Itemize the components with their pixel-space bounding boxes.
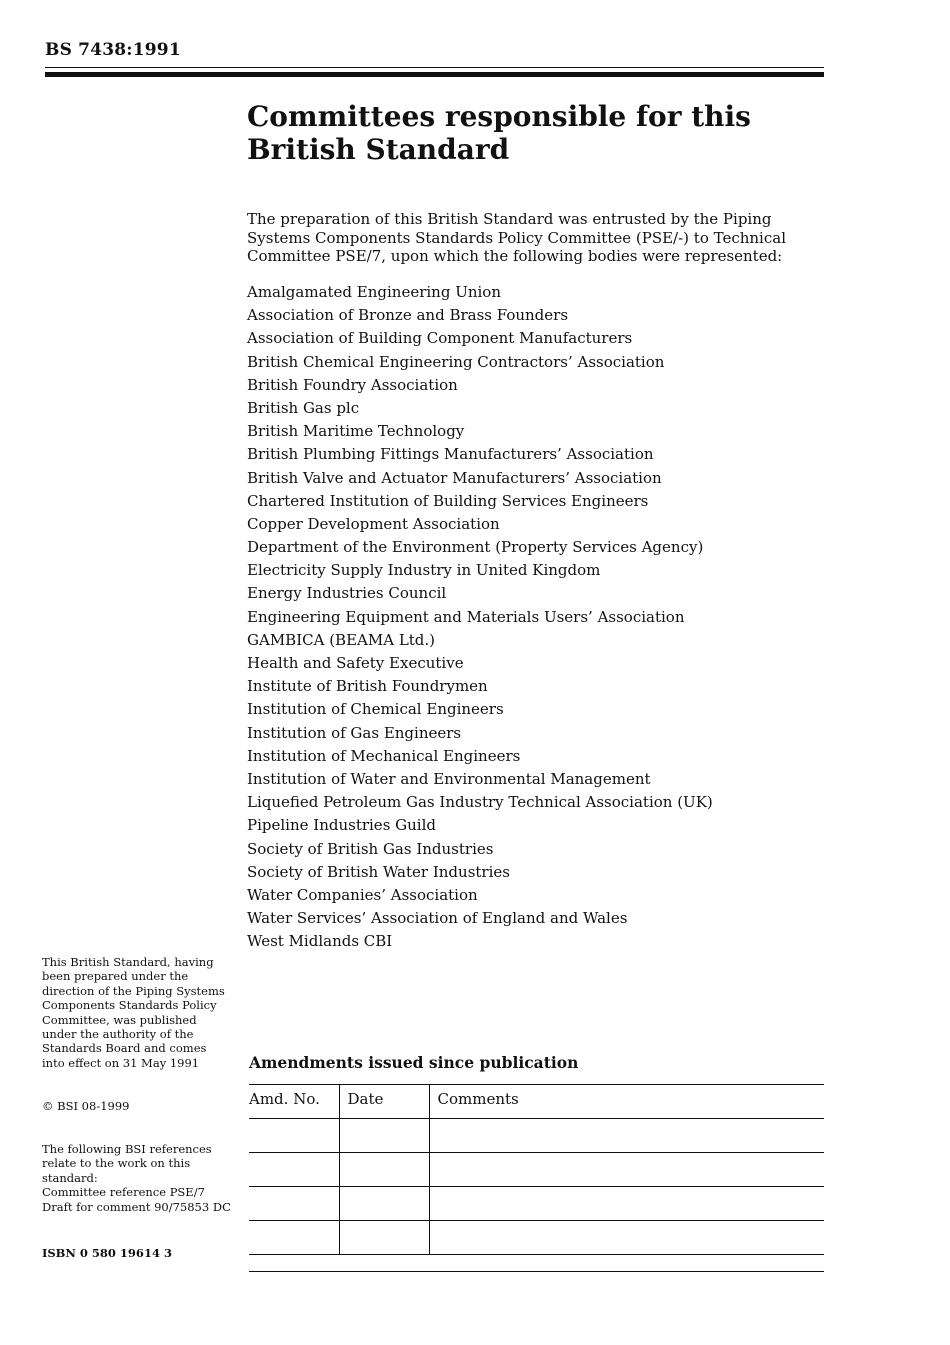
amendment-cell bbox=[249, 1221, 339, 1255]
committee-body-item: Amalgamated Engineering Union bbox=[247, 283, 501, 301]
committee-body-item: Engineering Equipment and Materials Users’ Association bbox=[247, 607, 685, 626]
amendment-cell bbox=[249, 1153, 339, 1187]
isbn: ISBN 0 580 19614 3 bbox=[42, 1246, 172, 1260]
committee-body-item: Pipeline Industries Guild bbox=[247, 816, 436, 835]
amendment-row bbox=[249, 1119, 824, 1153]
header-rule-thick bbox=[45, 72, 824, 77]
amendments-heading: Amendments issued since publication bbox=[249, 1053, 579, 1072]
committee-body-item: Society of British Gas Industries bbox=[247, 839, 494, 858]
publication-note: This British Standard, having been prepared under the direction of the Piping Systems Components Standards Policy Committee, was published under the authority of the Standards Board and comes into effect on 31 May 1991 bbox=[42, 955, 225, 1070]
amendment-cell bbox=[429, 1187, 824, 1221]
references-intro: The following BSI references relate to the work on this standard: bbox=[42, 1142, 212, 1185]
committee-body-item: West Midlands CBI bbox=[247, 932, 393, 951]
amendment-cell bbox=[429, 1221, 824, 1255]
committee-reference: Committee reference PSE/7 bbox=[42, 1185, 205, 1200]
bsi-references bbox=[42, 1142, 242, 1214]
committee-body-item: Energy Industries Council bbox=[247, 584, 447, 603]
column-header-comments: Comments bbox=[429, 1085, 824, 1119]
committee-body-item: British Chemical Engineering Contractors’ Association bbox=[247, 352, 665, 371]
title-line-1: Committees responsible for this bbox=[247, 100, 751, 133]
copyright-notice: © BSI 08-1999 bbox=[42, 1099, 130, 1113]
committee-body-item: Chartered Institution of Building Services Engineers bbox=[247, 491, 649, 510]
committee-body-item: Institution of Mechanical Engineers bbox=[247, 746, 521, 765]
amendment-cell bbox=[339, 1187, 429, 1221]
amendment-row bbox=[249, 1187, 824, 1221]
amendment-cell bbox=[339, 1221, 429, 1255]
committee-body-item: Institution of Water and Environmental Management bbox=[247, 769, 651, 788]
amendments-header-row bbox=[249, 1085, 824, 1119]
committee-body-item: British Maritime Technology bbox=[247, 422, 465, 441]
amendments-table bbox=[249, 1084, 824, 1255]
committee-body-item: Institute of British Foundrymen bbox=[247, 677, 488, 696]
committee-bodies-list bbox=[247, 281, 827, 953]
amendment-cell bbox=[339, 1119, 429, 1153]
committee-body-item: British Plumbing Fittings Manufacturers’ Association bbox=[247, 445, 654, 464]
column-header-amd-no: Amd. No. bbox=[249, 1085, 339, 1119]
intro-paragraph: The preparation of this British Standard was entrusted by the Piping Systems Components Standards Policy Committee (PSE/-) to Technical Committee PSE/7, upon which the following bodies were represented: bbox=[247, 210, 786, 265]
committee-body-item: Society of British Water Industries bbox=[247, 862, 510, 881]
committee-body-item: Institution of Chemical Engineers bbox=[247, 700, 504, 719]
committee-body-item: Health and Safety Executive bbox=[247, 654, 464, 672]
committee-body-item: British Gas plc bbox=[247, 398, 360, 417]
footer-rule bbox=[249, 1271, 824, 1272]
committee-body-item: Water Services’ Association of England and Wales bbox=[247, 909, 628, 928]
draft-reference: Draft for comment 90/75853 DC bbox=[42, 1199, 231, 1214]
amendment-row bbox=[249, 1153, 824, 1187]
committee-body-item: British Foundry Association bbox=[247, 375, 458, 394]
committee-body-item: Water Companies’ Association bbox=[247, 885, 478, 904]
committee-body-item: Association of Bronze and Brass Founders bbox=[247, 306, 569, 325]
committee-body-item: Electricity Supply Industry in United Kingdom bbox=[247, 561, 601, 580]
amendments-body bbox=[249, 1119, 824, 1255]
page-title bbox=[247, 100, 807, 166]
header-rule-thin bbox=[45, 67, 824, 68]
amendment-cell bbox=[429, 1153, 824, 1187]
committee-body-item: Department of the Environment (Property Services Agency) bbox=[247, 538, 704, 557]
amendment-cell bbox=[429, 1119, 824, 1153]
column-header-date: Date bbox=[339, 1085, 429, 1119]
committee-body-item: Institution of Gas Engineers bbox=[247, 723, 462, 742]
title-line-2: British Standard bbox=[247, 133, 510, 166]
amendment-cell bbox=[249, 1119, 339, 1153]
amendment-row bbox=[249, 1221, 824, 1255]
committee-body-item: Liquefied Petroleum Gas Industry Technical Association (UK) bbox=[247, 793, 713, 812]
committee-body-item: Copper Development Association bbox=[247, 514, 500, 533]
amendment-cell bbox=[339, 1153, 429, 1187]
committee-body-item: Association of Building Component Manufacturers bbox=[247, 329, 633, 348]
amendment-cell bbox=[249, 1187, 339, 1221]
committee-body-item: British Valve and Actuator Manufacturers’ Association bbox=[247, 468, 662, 487]
committee-body-item: GAMBICA (BEAMA Ltd.) bbox=[247, 630, 436, 649]
standard-number: BS 7438:1991 bbox=[45, 40, 181, 60]
